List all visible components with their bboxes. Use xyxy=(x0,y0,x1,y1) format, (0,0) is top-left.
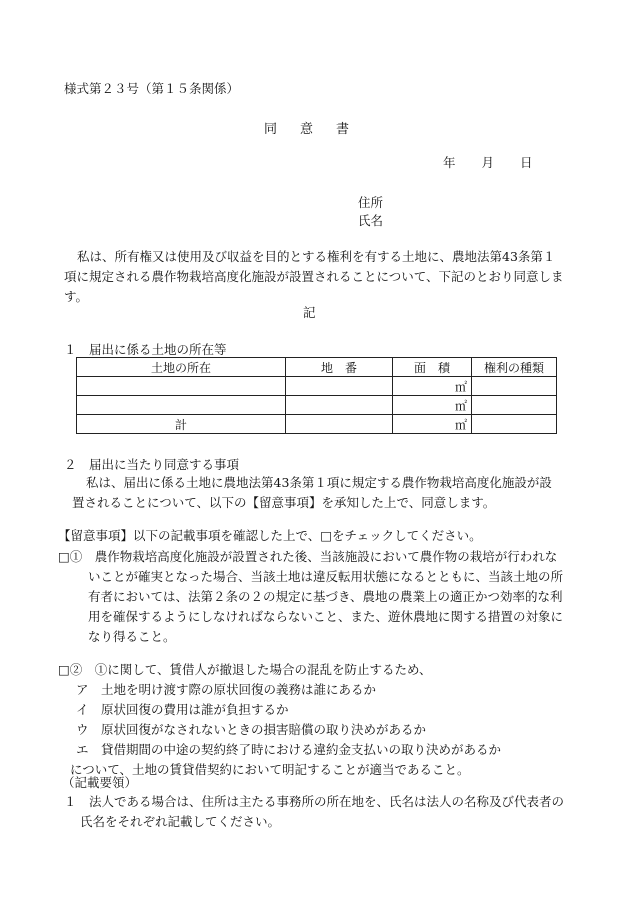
day-label: 日 xyxy=(520,155,533,170)
land-table xyxy=(76,357,557,434)
instructions-heading: （記載要領） xyxy=(62,775,138,790)
lot-number-cell[interactable] xyxy=(286,377,393,396)
area-cell[interactable] xyxy=(393,396,472,415)
table-row xyxy=(77,377,557,396)
col-right-type: 権利の種類 xyxy=(472,358,557,377)
right-type-cell[interactable] xyxy=(472,396,557,415)
total-label: 計 xyxy=(77,415,286,434)
col-area: 面 積 xyxy=(393,358,472,377)
right-type-cell[interactable] xyxy=(472,377,557,396)
note-item-2-e: エ 貸借期間の中途の契約終了時における違約金支払いの取り決めがあるか xyxy=(76,742,502,757)
col-lot-number: 地 番 xyxy=(286,358,393,377)
area-unit: ㎡ xyxy=(454,379,467,394)
col-location: 土地の所在 xyxy=(77,358,286,377)
section2-heading: ２ 届出に当たり同意する事項 xyxy=(64,457,240,472)
note-item-2-a: ア 土地を明け渡す際の原状回復の義務は誰にあるか xyxy=(76,682,377,697)
address-label: 住所 xyxy=(358,195,384,210)
year-label: 年 xyxy=(443,155,456,170)
month-label: 月 xyxy=(481,155,495,170)
section1-heading: １ 届出に係る土地の所在等 xyxy=(64,342,227,357)
note-item-2-i: イ 原状回復の費用は誰が負担するか xyxy=(76,702,289,717)
area-unit: ㎡ xyxy=(454,417,467,432)
ki-heading: 記 xyxy=(303,305,316,320)
note-item-2-lead: □② ①に関して、賃借人が撤退した場合の混乱を防止するため、 xyxy=(58,662,432,677)
location-cell[interactable] xyxy=(77,377,286,396)
date-line xyxy=(443,155,533,170)
lot-number-cell[interactable] xyxy=(286,396,393,415)
note-item-1[interactable] xyxy=(58,547,568,647)
section2-text: 私は、届出に係る土地に農地法第43条第１項に規定する農作物栽培高度化施設が設置されることについて、以下の【留意事項】を承知した上で、同意します。 xyxy=(72,475,552,510)
table-total-row xyxy=(77,415,557,434)
document-title: 同意書 xyxy=(264,122,373,137)
note-item-2-u: ウ 原状回復がなされないときの損害賠償の取り決めがあるか xyxy=(76,722,427,737)
consent-paragraph: 私は、所有権又は使用及び収益を目的とする権利を有する土地に、農地法第43条第１項に規定される農作物栽培高度化施設が設置されることについて、下記のとおり同意します。 xyxy=(64,249,564,304)
location-cell[interactable] xyxy=(77,396,286,415)
note-item-2-end: について、土地の賃貸借契約において明記することが適当であること。 xyxy=(70,762,470,777)
right-type-cell[interactable] xyxy=(472,415,557,434)
lot-number-cell[interactable] xyxy=(286,415,393,434)
area-cell[interactable] xyxy=(393,377,472,396)
instructions-item-1 xyxy=(64,792,564,832)
instructions-item-1-text: １ 法人である場合は、住所は主たる事務所の所在地を、氏名は法人の名称及び代表者の氏名をそれぞれ記載してください。 xyxy=(64,794,565,829)
area-unit: ㎡ xyxy=(454,398,467,413)
form-number: 様式第２３号（第１５条関係） xyxy=(64,81,240,96)
total-area-cell[interactable] xyxy=(393,415,472,434)
table-row xyxy=(77,396,557,415)
note-item-1-text: □① 農作物栽培高度化施設が設置された後、当該施設において農作物の栽培が行われないことが確実となった場合、当該土地は違反転用状態になるとともに、当該土地の所有者においては、法第２条の２の規定に基づき、農地の農業上の適正かつ効率的な利用を確保するようにしなければならないこと、また、遊休農地に関する措置の対象になり得ること。 xyxy=(58,549,564,644)
note-item-2[interactable] xyxy=(58,660,568,780)
table-header-row xyxy=(77,358,557,377)
notes-heading: 【留意事項】以下の記載事項を確認した上で、□をチェックしてください。 xyxy=(58,528,482,543)
name-label: 氏名 xyxy=(358,213,384,228)
